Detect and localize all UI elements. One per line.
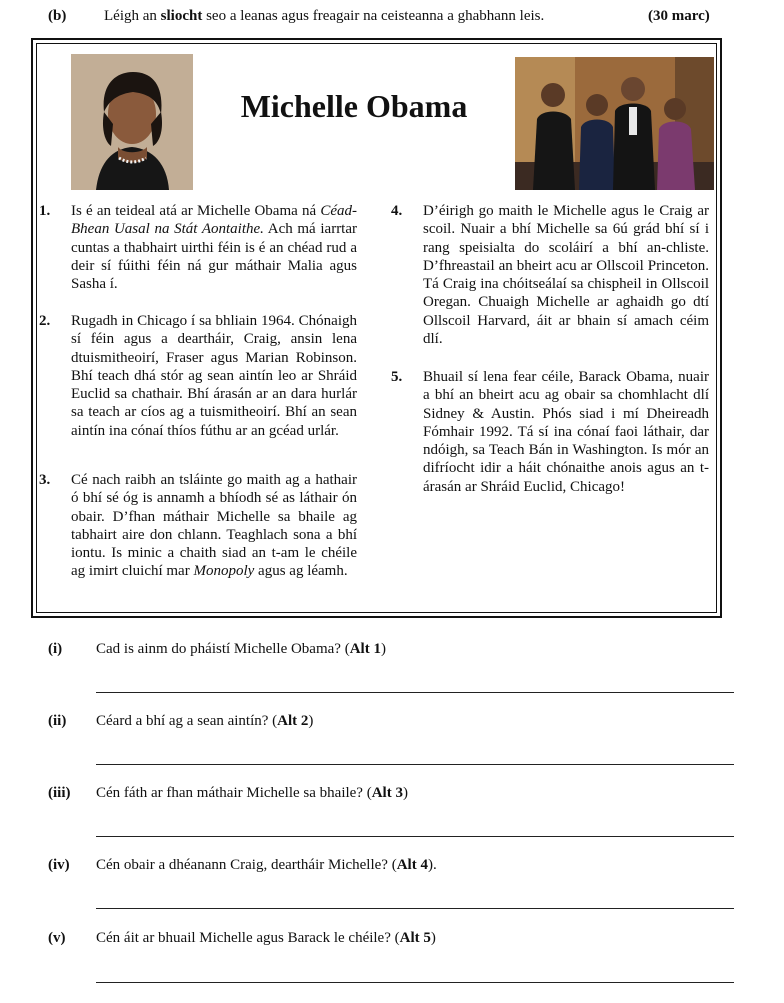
question-text: [96, 641, 386, 658]
question-text-part: Cad is ainm do pháistí Michelle Obama? (: [96, 641, 350, 657]
question-ref: Alt 5: [399, 930, 431, 946]
answer-line-5[interactable]: [96, 982, 734, 983]
paragraph-text-part: agus ag léamh.: [254, 563, 348, 580]
question-label: (v): [48, 930, 66, 946]
passage-title: Michelle Obama: [240, 88, 468, 124]
paragraph-number: 1.: [39, 203, 51, 219]
question-text-part: Cén áit ar bhuail Michelle agus Barack le chéile? (: [96, 930, 400, 946]
question-label: (iii): [48, 785, 71, 801]
paragraph-number: 3.: [39, 472, 51, 488]
question-text: [96, 713, 313, 730]
paragraph-text-italic: Céad-Bhean Uasal na Stát Aontaithe.: [71, 203, 357, 238]
paragraph-number: 5.: [391, 369, 403, 385]
instruction-bold: sliocht: [160, 8, 203, 24]
question-text-part: Cén obair a dhéanann Craig, deartháir Michelle? (: [96, 857, 397, 873]
paragraph-text-italic: Monopoly: [193, 563, 255, 580]
question-label: (ii): [48, 713, 67, 729]
section-label: (b): [48, 8, 67, 24]
family-photo: [515, 57, 714, 190]
paragraph-text-part: Cé nach raibh an tsláinte go maith ag a hathair ó bhí sé óg is annamh a bhíodh sé as láthair ón obair. D’fhan máthair Michelle sa bhaile ag tabhairt aire don chlann. Teaghlach sona a bhí iontu. Is minic a chaith siad an t-am le chéile ag imirt cluichí mar: [71, 472, 357, 580]
portrait-photo: [71, 54, 193, 190]
question-text-close: ): [402, 785, 408, 801]
question-text-part: Céard a bhí ag a sean aintín? (: [96, 713, 278, 729]
answer-line-4[interactable]: [96, 908, 734, 909]
question-text-close: ): [380, 641, 386, 657]
question-text-close: ).: [427, 857, 437, 873]
paragraph-text: [71, 471, 357, 581]
question-text: [96, 785, 408, 802]
section-instruction: [104, 8, 544, 25]
paragraph-text-part: Ach má iarrtar cuntas a thabhairt uirthi féin is é an chéad rud a deir sí fúithi féin ná gur máthair Malia agus Sasha í.: [71, 221, 358, 293]
question-ref: Alt 4: [396, 857, 428, 873]
instruction-text-end: seo a leanas agus freagair na ceisteanna a ghabhann leis.: [202, 8, 545, 24]
question-ref: Alt 1: [349, 641, 381, 657]
paragraph-text-part: Is é an teideal atá ar Michelle Obama ná: [71, 203, 321, 219]
question-label: (i): [48, 641, 63, 657]
section-header: [0, 8, 784, 30]
paragraph-text: Bhuail sí lena fear céile, Barack Obama, nuair a bhí an bheirt acu ag obair sa chomhlacht dlí Sidney & Austin. Phós siad i mí Dheireadh Fómhair 1992. Tá sí ina cónaí faoi láthair, dar ndóigh, sa Teach Bán in Washington. Is mór an difríocht idir a háit chónaithe anois agus an t-árasán ar Shráid Euclid, Chicago!: [423, 369, 709, 495]
paragraph-text: [71, 202, 357, 293]
answer-line-3[interactable]: [96, 836, 734, 837]
answer-line-2[interactable]: [96, 764, 734, 765]
question-label: (iv): [48, 857, 70, 873]
paragraph-text: Rugadh in Chicago í sa bhliain 1964. Chónaigh sí féin agus a deartháir, Craig, ansin lena dtuismitheoirí, Fraser agus Marian Robinson. Bhí teach dhá stór ag sean aintín leo ar Shráid Euclid sa chathair. Bhí árasán ar an dara hurlár sa teach ar cíos ag a tuismitheoirí. Bhí an sean aintín ina cónaí thíos fúthu ar an gcéad urlár.: [71, 313, 357, 439]
marks-label: (30 marc): [648, 8, 710, 24]
instruction-text: Léigh an: [104, 8, 161, 24]
question-text: [96, 930, 436, 947]
question-ref: Alt 2: [277, 713, 309, 729]
question-text: [96, 857, 437, 874]
question-text-close: ): [308, 713, 314, 729]
paragraph-number: 2.: [39, 313, 51, 329]
question-ref: Alt 3: [371, 785, 403, 801]
paragraph-text: D’éirigh go maith le Michelle agus le Craig ar scoil. Nuair a bhí Michelle sa 6ú grád bhí sí i rang speisialta do scoláirí a bhí an-chliste. D’fhreastail an bheirt acu ar Ollscoil Princeton. Tá Craig ina chóitseálaí sa chispheil in Ollscoil Oregan. Chuaigh Michelle ar aghaidh go dtí Ollscoil Harvard, áit ar bhain sí amach céim dlí.: [423, 203, 709, 348]
answer-line-1[interactable]: [96, 692, 734, 693]
paragraph-number: 4.: [391, 203, 403, 219]
question-text-close: ): [430, 930, 436, 946]
question-text-part: Cén fáth ar fhan máthair Michelle sa bhaile? (: [96, 785, 372, 801]
